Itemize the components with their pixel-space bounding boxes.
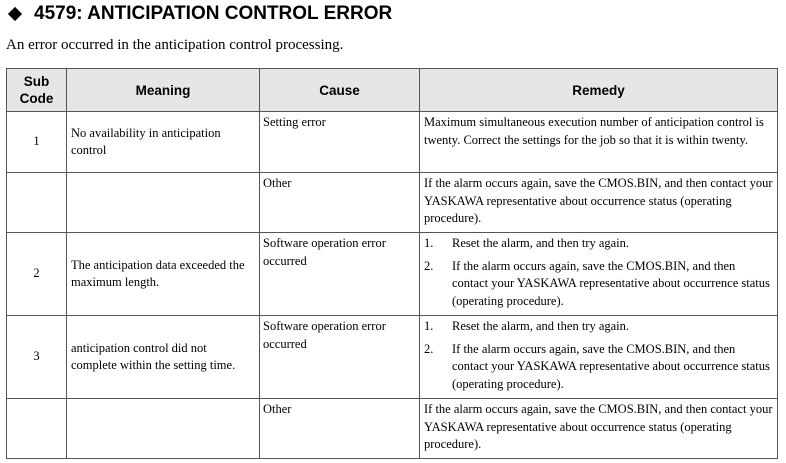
cause-cell: Software operation error occurred [260, 316, 420, 399]
step-number: 1. [424, 236, 434, 250]
step-number: 2. [424, 258, 434, 273]
cause-cell: Software operation error occurred [260, 233, 420, 316]
sub-code-cell: 1 [7, 112, 67, 173]
column-header-remedy: Remedy [420, 69, 778, 112]
remedy-cell [420, 316, 778, 399]
meaning-cell [67, 173, 260, 233]
meaning-cell [67, 399, 260, 459]
remedy-steps-list [424, 318, 773, 393]
remedy-cell: If the alarm occurs again, save the CMOS.BIN, and then contact your YASKAWA representative about occurrence status (operating procedure). [420, 399, 778, 459]
table-row [7, 399, 778, 459]
meaning-cell: No availability in anticipation control [67, 112, 260, 173]
sub-code-cell [7, 399, 67, 459]
table-row [7, 112, 778, 173]
step-text: Reset the alarm, and then try again. [452, 319, 630, 333]
step-number: 1. [424, 319, 434, 333]
sub-code-cell [7, 173, 67, 233]
error-description: An error occurred in the anticipation control processing. [6, 37, 344, 53]
remedy-step [424, 235, 773, 253]
remedy-cell: Maximum simultaneous execution number of anticipation control is twenty. Correct the settings for the job so that it is within twenty. [420, 112, 778, 173]
remedy-step [424, 318, 773, 336]
sub-code-cell: 3 [7, 316, 67, 399]
remedy-steps-list [424, 235, 773, 310]
sub-code-cell: 2 [7, 233, 67, 316]
table-row [7, 233, 778, 316]
meaning-cell: The anticipation data exceeded the maximum length. [67, 233, 260, 316]
column-header-meaning: Meaning [67, 69, 260, 112]
meaning-cell: anticipation control did not complete within the setting time. [67, 316, 260, 399]
diamond-bullet-icon [8, 7, 22, 21]
table-header-row [7, 69, 778, 112]
remedy-cell: If the alarm occurs again, save the CMOS.BIN, and then contact your YASKAWA representative about occurrence status (operating procedure). [420, 173, 778, 233]
step-text: Reset the alarm, and then try again. [452, 236, 630, 250]
column-header-cause: Cause [260, 69, 420, 112]
page-title [6, 2, 392, 26]
cause-cell: Setting error [260, 112, 420, 173]
step-text: If the alarm occurs again, save the CMOS.BIN, and then contact your YASKAWA representative about occurrence status (operating procedure). [452, 258, 770, 308]
cause-cell: Other [260, 399, 420, 459]
step-text: If the alarm occurs again, save the CMOS.BIN, and then contact your YASKAWA representative about occurrence status (operating procedure). [452, 341, 770, 391]
cause-cell: Other [260, 173, 420, 233]
remedy-step [424, 341, 773, 394]
table-row [7, 316, 778, 399]
remedy-cell [420, 233, 778, 316]
remedy-step [424, 258, 773, 311]
step-number: 2. [424, 341, 434, 356]
error-table [6, 68, 778, 459]
column-header-sub-code: Sub Code [7, 69, 67, 112]
table-row [7, 173, 778, 233]
page-title-text: 4579: ANTICIPATION CONTROL ERROR [34, 3, 393, 24]
